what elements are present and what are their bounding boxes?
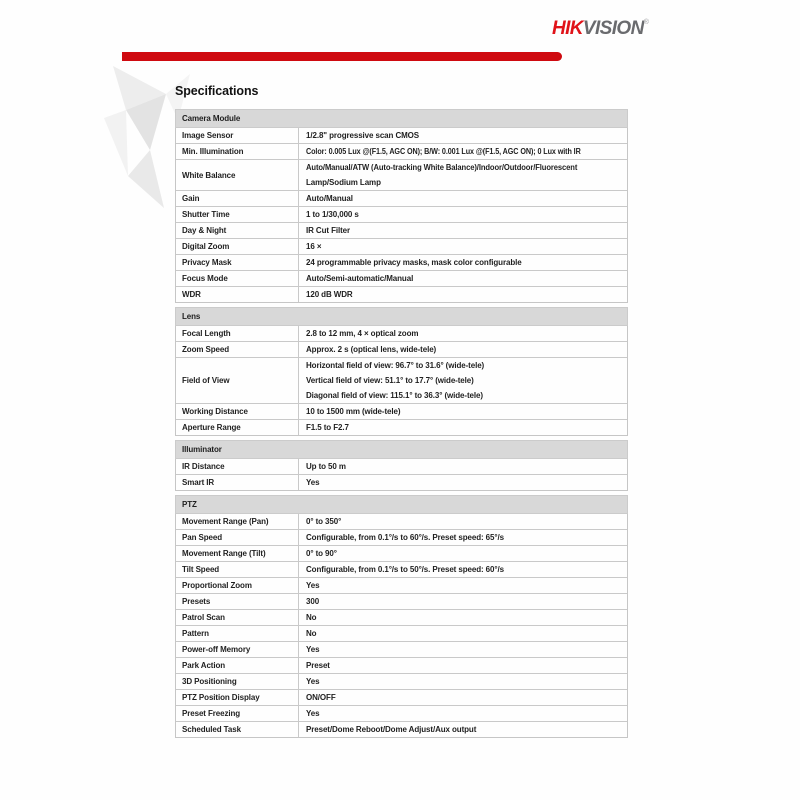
spec-label: Preset Freezing xyxy=(176,706,299,721)
spec-value xyxy=(299,562,627,577)
logo-vision-text: VISION xyxy=(582,18,644,39)
spec-label: Privacy Mask xyxy=(176,255,299,270)
spec-value xyxy=(299,144,627,159)
spec-row xyxy=(176,475,627,490)
spec-value-line: Vertical field of view: 51.1° to 17.7° (wide-tele) xyxy=(306,376,474,385)
spec-value xyxy=(299,459,627,474)
spec-row xyxy=(176,404,627,420)
spec-value-line: Yes xyxy=(306,478,320,487)
spec-value xyxy=(299,271,627,286)
spec-row xyxy=(176,271,627,287)
spec-value xyxy=(299,128,627,143)
spec-value-line: 0° to 90° xyxy=(306,549,337,558)
spec-label: Zoom Speed xyxy=(176,342,299,357)
spec-value-line: No xyxy=(306,613,317,622)
spec-row xyxy=(176,642,627,658)
spec-value xyxy=(299,160,627,190)
spec-value xyxy=(299,287,627,302)
spec-value-line: Yes xyxy=(306,581,320,590)
spec-value-line: 0° to 350° xyxy=(306,517,342,526)
spec-value xyxy=(299,342,627,357)
spec-row xyxy=(176,207,627,223)
section-header: PTZ xyxy=(175,495,628,514)
spec-label: WDR xyxy=(176,287,299,302)
spec-value-line: Auto/Manual xyxy=(306,194,353,203)
spec-value xyxy=(299,514,627,529)
spec-value-line: Configurable, from 0.1°/s to 50°/s. Preset speed: 60°/s xyxy=(306,565,504,574)
spec-value xyxy=(299,191,627,206)
section-rows xyxy=(175,514,628,738)
spec-label: Smart IR xyxy=(176,475,299,490)
section-header: Illuminator xyxy=(175,440,628,459)
spec-row xyxy=(176,144,627,160)
content-area xyxy=(175,84,628,738)
spec-row xyxy=(176,223,627,239)
page-title: Specifications xyxy=(175,84,259,98)
spec-row xyxy=(176,626,627,642)
spec-value-line: Up to 50 m xyxy=(306,462,346,471)
spec-label: PTZ Position Display xyxy=(176,690,299,705)
spec-value xyxy=(299,546,627,561)
spec-value-line: 10 to 1500 mm (wide-tele) xyxy=(306,407,401,416)
spec-value xyxy=(299,475,627,490)
spec-label: Movement Range (Tilt) xyxy=(176,546,299,561)
spec-value-line: 1/2.8" progressive scan CMOS xyxy=(306,131,420,140)
spec-label: Field of View xyxy=(176,358,299,403)
spec-value-line: Color: 0.005 Lux @(F1.5, AGC ON); B/W: 0.001 Lux @(F1.5, AGC ON); 0 Lux with IR xyxy=(306,147,581,156)
spec-label: Movement Range (Pan) xyxy=(176,514,299,529)
spec-label: Pattern xyxy=(176,626,299,641)
spec-row xyxy=(176,191,627,207)
spec-row xyxy=(176,578,627,594)
spec-value-line: Auto/Manual/ATW (Auto-tracking White Balance)/Indoor/Outdoor/Fluorescent xyxy=(306,163,578,172)
logo-hik-text: HIK xyxy=(552,18,583,39)
spec-label: Proportional Zoom xyxy=(176,578,299,593)
spec-row xyxy=(176,514,627,530)
specifications-table xyxy=(175,109,628,738)
spec-label: White Balance xyxy=(176,160,299,190)
spec-value-line: 300 xyxy=(306,597,320,606)
spec-row xyxy=(176,420,627,435)
spec-row xyxy=(176,690,627,706)
spec-value-line: Lamp/Sodium Lamp xyxy=(306,178,381,187)
spec-value xyxy=(299,594,627,609)
section-rows xyxy=(175,128,628,303)
spec-label: Park Action xyxy=(176,658,299,673)
spec-label: Pan Speed xyxy=(176,530,299,545)
spec-value xyxy=(299,690,627,705)
section-rows xyxy=(175,459,628,491)
spec-label: Patrol Scan xyxy=(176,610,299,625)
spec-value xyxy=(299,722,627,737)
spec-label: Tilt Speed xyxy=(176,562,299,577)
spec-row xyxy=(176,287,627,302)
spec-row xyxy=(176,706,627,722)
spec-label: Image Sensor xyxy=(176,128,299,143)
spec-value-line: Configurable, from 0.1°/s to 60°/s. Preset speed: 65°/s xyxy=(306,533,504,542)
spec-value-line: Horizontal field of view: 96.7° to 31.6° (wide-tele) xyxy=(306,361,485,370)
spec-value-line: Diagonal field of view: 115.1° to 36.3° (wide-tele) xyxy=(306,391,483,400)
spec-row xyxy=(176,160,627,191)
section-header: Camera Module xyxy=(175,109,628,128)
spec-label: Min. Illumination xyxy=(176,144,299,159)
spec-value-line: 1 to 1/30,000 s xyxy=(306,210,359,219)
spec-label: Aperture Range xyxy=(176,420,299,435)
spec-value xyxy=(299,239,627,254)
spec-value-line: 2.8 to 12 mm, 4 × optical zoom xyxy=(306,329,419,338)
spec-row xyxy=(176,658,627,674)
spec-label: Focal Length xyxy=(176,326,299,341)
section-header: Lens xyxy=(175,307,628,326)
spec-value-line: Preset/Dome Reboot/Dome Adjust/Aux output xyxy=(306,725,477,734)
spec-row xyxy=(176,546,627,562)
spec-label: Scheduled Task xyxy=(176,722,299,737)
spec-label: 3D Positioning xyxy=(176,674,299,689)
spec-value xyxy=(299,658,627,673)
spec-label: Power-off Memory xyxy=(176,642,299,657)
spec-label: Working Distance xyxy=(176,404,299,419)
spec-value-line: Yes xyxy=(306,645,320,654)
spec-row xyxy=(176,562,627,578)
spec-value xyxy=(299,642,627,657)
spec-value xyxy=(299,420,627,435)
spec-row xyxy=(176,674,627,690)
spec-row xyxy=(176,610,627,626)
spec-row xyxy=(176,459,627,475)
spec-value-line: F1.5 to F2.7 xyxy=(306,423,349,432)
spec-value-line: IR Cut Filter xyxy=(306,226,351,235)
spec-row xyxy=(176,326,627,342)
spec-label: Gain xyxy=(176,191,299,206)
hikvision-logo xyxy=(552,18,649,40)
spec-value-line: 16 × xyxy=(306,242,322,251)
spec-value-line: No xyxy=(306,629,317,638)
spec-label: Digital Zoom xyxy=(176,239,299,254)
section-rows xyxy=(175,326,628,436)
spec-row xyxy=(176,530,627,546)
spec-row xyxy=(176,239,627,255)
spec-row xyxy=(176,342,627,358)
spec-label: Day & Night xyxy=(176,223,299,238)
spec-label: Shutter Time xyxy=(176,207,299,222)
spec-value xyxy=(299,706,627,721)
spec-value xyxy=(299,207,627,222)
spec-value-line: Approx. 2 s (optical lens, wide-tele) xyxy=(306,345,437,354)
spec-value xyxy=(299,626,627,641)
spec-value xyxy=(299,326,627,341)
spec-value xyxy=(299,578,627,593)
spec-label: Focus Mode xyxy=(176,271,299,286)
spec-row xyxy=(176,358,627,404)
spec-value-line: Yes xyxy=(306,709,320,718)
spec-label: Presets xyxy=(176,594,299,609)
spec-row xyxy=(176,594,627,610)
spec-value-line: Yes xyxy=(306,677,320,686)
spec-label: IR Distance xyxy=(176,459,299,474)
spec-value-line: 24 programmable privacy masks, mask color configurable xyxy=(306,258,522,267)
registered-trademark-icon: ® xyxy=(643,19,649,26)
spec-value xyxy=(299,223,627,238)
spec-value-line: ON/OFF xyxy=(306,693,336,702)
spec-value xyxy=(299,610,627,625)
spec-value xyxy=(299,358,627,403)
spec-value xyxy=(299,674,627,689)
spec-value-line: Preset xyxy=(306,661,330,670)
spec-value xyxy=(299,255,627,270)
spec-value xyxy=(299,404,627,419)
spec-row xyxy=(176,255,627,271)
spec-value-line: Auto/Semi-automatic/Manual xyxy=(306,274,414,283)
spec-row xyxy=(176,128,627,144)
spec-row xyxy=(176,722,627,737)
spec-value-line: 120 dB WDR xyxy=(306,290,353,299)
spec-value xyxy=(299,530,627,545)
